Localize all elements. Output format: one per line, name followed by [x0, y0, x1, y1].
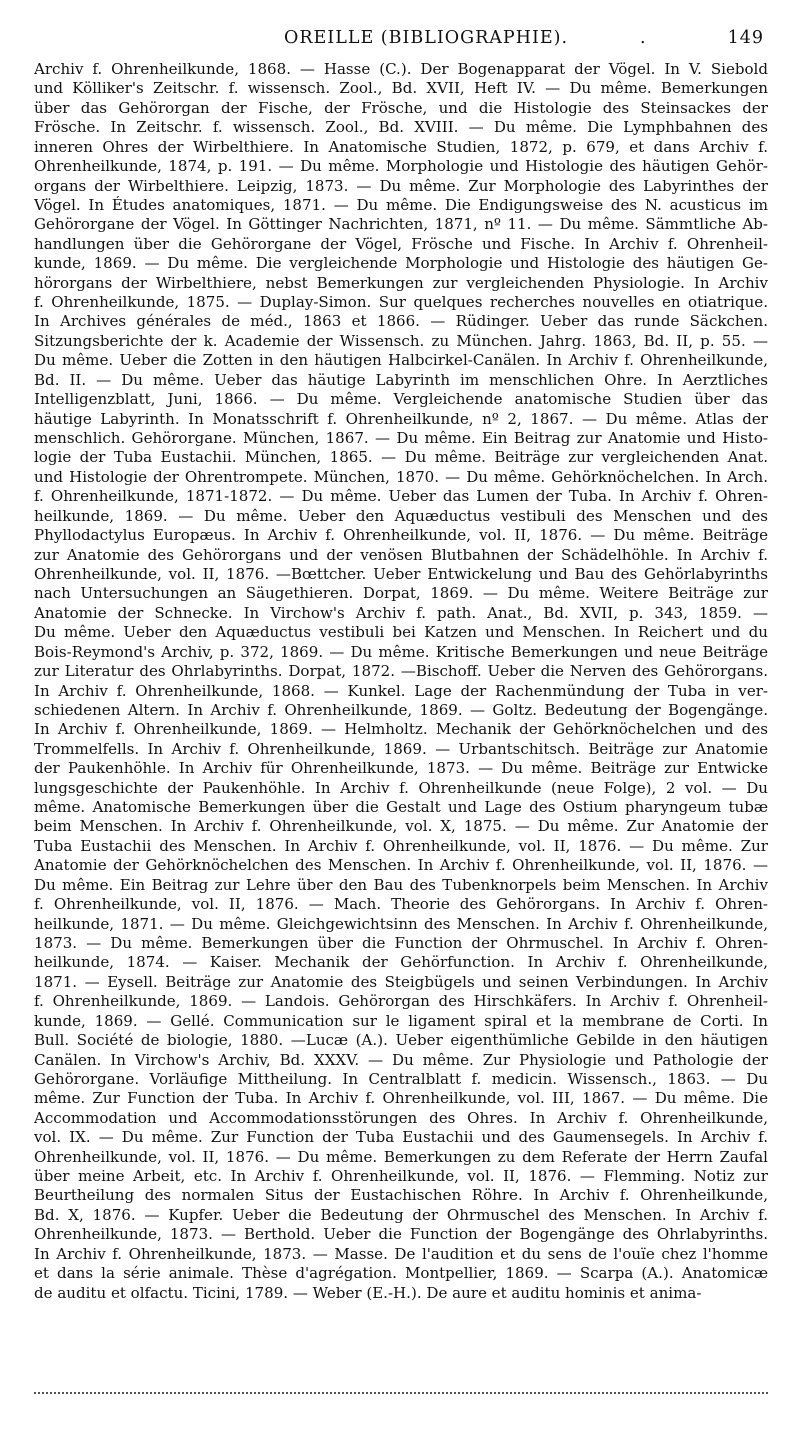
- text-line: häutige Labyrinth. In Monatsschrift f. Ohrenheilkunde, nº 2, 1867. — Du même. Atlas der: [34, 409, 768, 428]
- text-line: menschlich. Gehörorgane. München, 1867. — Du même. Ein Beitrag zur Anatomie und Histo-: [34, 429, 768, 448]
- text-line: f. Ohrenheilkunde, 1875. — Duplay-Simon. Sur quelques recherches nouvelles en otiatrique.: [34, 293, 768, 312]
- text-line: der Paukenhöhle. In Archiv für Ohrenheilkunde, 1873. — Du même. Beiträge zur Entwicke: [34, 759, 768, 778]
- text-line: Bd. II. — Du même. Ueber das häutige Labyrinth im menschlichen Ohre. In Aerztliches: [34, 370, 768, 389]
- page-title: OREILLE (BIBLIOGRAPHIE).: [284, 28, 569, 48]
- text-line: heilkunde, 1874. — Kaiser. Mechanik der Gehörfunction. In Archiv f. Ohrenheilkunde,: [34, 953, 768, 972]
- text-line: zur Anatomie des Gehörorgans und der venösen Blutbahnen der Schädelhöhle. In Archiv f.: [34, 545, 768, 564]
- text-line: même. Zur Function der Tuba. In Archiv f. Ohrenheilkunde, vol. III, 1867. — Du même. Die: [34, 1089, 768, 1108]
- page: [34, 28, 770, 54]
- text-line: f. Ohrenheilkunde, 1869. — Landois. Gehörorgan des Hirschkäfers. In Archiv f. Ohrenheil-: [34, 992, 768, 1011]
- page-number: 149: [727, 28, 764, 48]
- text-line: Frösche. In Zeitschr. f. wissensch. Zool., Bd. XVIII. — Du même. Die Lymphbahnen des: [34, 118, 768, 137]
- text-line: Bois-Reymond's Archiv, p. 372, 1869. — Du même. Kritische Bemerkungen und neue Beiträge: [34, 642, 768, 661]
- text-line: Phyllodactylus Europæus. In Archiv f. Ohrenheilkunde, vol. II, 1876. — Du même. Beiträge: [34, 526, 768, 545]
- text-line: Bull. Société de biologie, 1880. —Lucæ (A.). Ueber eigenthümliche Gebilde in den häutigen: [34, 1031, 768, 1050]
- text-line: Beurtheilung des normalen Situs der Eustachischen Röhre. In Archiv f. Ohrenheilkunde,: [34, 1186, 768, 1205]
- text-line: und Kölliker's Zeitschr. f. wissensch. Zool., Bd. XVII, Heft IV. — Du même. Bemerkungen: [34, 79, 768, 98]
- text-line: 1873. — Du même. Bemerkungen über die Function der Ohrmuschel. In Archiv f. Ohren-: [34, 933, 768, 952]
- text-line: vol. IX. — Du même. Zur Function der Tuba Eustachii und des Gaumensegels. In Archiv f.: [34, 1128, 768, 1147]
- text-line: Tuba Eustachii des Menschen. In Archiv f. Ohrenheilkunde, vol. II, 1876. — Du même. Zur: [34, 836, 768, 855]
- text-line: Anatomie der Schnecke. In Virchow's Archiv f. path. Anat., Bd. XVII, p. 343, 1859. —: [34, 603, 768, 622]
- text-line: kunde, 1869. — Du même. Die vergleichende Morphologie und Histologie des häutigen Ge-: [34, 254, 768, 273]
- text-line: Ohrenheilkunde, 1873. — Berthold. Ueber die Function der Bogengänge des Ohrlabyrinths.: [34, 1225, 768, 1244]
- text-line: f. Ohrenheilkunde, vol. II, 1876. — Mach. Theorie des Gehörorgans. In Archiv f. Ohren-: [34, 895, 768, 914]
- text-line: über das Gehörorgan der Fische, der Frösche, und die Histologie des Steinsackes der: [34, 98, 768, 117]
- text-line: Anatomie der Gehörknöchelchen des Menschen. In Archiv f. Ohrenheilkunde, vol. II, 1876. —: [34, 856, 768, 875]
- text-line: heilkunde, 1869. — Du même. Ueber den Aquæductus vestibuli des Menschen und des: [34, 506, 768, 525]
- text-line: Intelligenzblatt, Juni, 1866. — Du même. Vergleichende anatomische Studien über das: [34, 390, 768, 409]
- text-line: inneren Ohres der Wirbelthiere. In Anatomische Studien, 1872, p. 679, et dans Archiv f.: [34, 137, 768, 156]
- text-line: de auditu et olfactu. Ticini, 1789. — Weber (E.-H.). De aure et auditu hominis et anima-: [34, 1283, 702, 1302]
- text-line: Du même. Ueber die Zotten in den häutigen Halbcirkel-Canälen. In Archiv f. Ohrenheilkunde,: [34, 351, 768, 370]
- text-line: schiedenen Altern. In Archiv f. Ohrenheilkunde, 1869. — Goltz. Bedeutung der Bogengänge.: [34, 700, 768, 719]
- text-line: Ohrenheilkunde, 1874, p. 191. — Du même. Morphologie und Histologie des häutigen Gehör-: [34, 157, 768, 176]
- text-line: lungsgeschichte der Paukenhöhle. In Archiv f. Ohrenheilkunde (neue Folge), 2 vol. — Du: [34, 778, 768, 797]
- text-line: logie der Tuba Eustachii. München, 1865. — Du même. Beiträge zur vergleichenden Anat.: [34, 448, 768, 467]
- header-separator: .: [640, 28, 647, 48]
- text-line: kunde, 1869. — Gellé. Communication sur le ligament spiral et la membrane de Corti. In: [34, 1011, 768, 1030]
- text-line: et dans la série animale. Thèse d'agrégation. Montpellier, 1869. — Scarpa (A.). Anatomicæ: [34, 1264, 768, 1283]
- text-line: Archiv f. Ohrenheilkunde, 1868. — Hasse (C.). Der Bogenapparat der Vögel. In V. Siebold: [34, 60, 768, 78]
- text-line: Ohrenheilkunde, vol. II, 1876. — Du même. Bemerkungen zu dem Referate der Herrn Zaufal: [34, 1147, 768, 1166]
- running-header: [34, 28, 770, 54]
- text-line: In Archives générales de méd., 1863 et 1866. — Rüdinger. Ueber das runde Säckchen.: [34, 312, 768, 331]
- text-line: même. Anatomische Bemerkungen über die Gestalt und Lage des Ostium pharyngeum tubæ: [34, 798, 768, 817]
- text-line: Canälen. In Virchow's Archiv, Bd. XXXV. — Du même. Zur Physiologie und Pathologie der: [34, 1050, 768, 1069]
- text-line: Bd. X, 1876. — Kupfer. Ueber die Bedeutung der Ohrmuschel des Menschen. In Archiv f.: [34, 1205, 768, 1224]
- text-line: handlungen über die Gehörorgane der Vögel, Frösche und Fische. In Archiv f. Ohrenheil-: [34, 234, 768, 253]
- text-line: Du même. Ueber den Aquæductus vestibuli bei Katzen und Menschen. In Reichert und du: [34, 623, 768, 642]
- text-line: heilkunde, 1871. — Du même. Gleichgewichtsinn des Menschen. In Archiv f. Ohrenheilkunde,: [34, 914, 768, 933]
- text-line: Sitzungsberichte der k. Academie der Wissensch. zu München. Jahrg. 1863, Bd. II, p. 55. —: [34, 331, 768, 350]
- text-line: beim Menschen. In Archiv f. Ohrenheilkunde, vol. X, 1875. — Du même. Zur Anatomie der: [34, 817, 768, 836]
- footer-rule: [34, 1392, 768, 1394]
- text-line: über meine Arbeit, etc. In Archiv f. Ohrenheilkunde, vol. II, 1876. — Flemming. Notiz zur: [34, 1167, 768, 1186]
- text-line: Vögel. In Études anatomiques, 1871. — Du même. Die Endigungsweise des N. acusticus im: [34, 195, 768, 214]
- text-line: Trommelfells. In Archiv f. Ohrenheilkunde, 1869. — Urbantschitsch. Beiträge zur Anatomie: [34, 739, 768, 758]
- text-line: In Archiv f. Ohrenheilkunde, 1873. — Masse. De l'audition et du sens de l'ouïe chez l'homme: [34, 1244, 768, 1263]
- text-line: und Histologie der Ohrentrompete. München, 1870. — Du même. Gehörknöchelchen. In Arch.: [34, 467, 768, 486]
- text-line: Accommodation und Accommodationsstörungen des Ohres. In Archiv f. Ohrenheilkunde,: [34, 1108, 768, 1127]
- text-line: In Archiv f. Ohrenheilkunde, 1869. — Helmholtz. Mechanik der Gehörknöchelchen und des: [34, 720, 768, 739]
- text-line: organs der Wirbelthiere. Leipzig, 1873. — Du même. Zur Morphologie des Labyrinthes der: [34, 176, 768, 195]
- text-line: Gehörorgane. Vorläufige Mittheilung. In Centralblatt f. medicin. Wissensch., 1863. — Du: [34, 1069, 768, 1088]
- text-line: Ohrenheilkunde, vol. II, 1876. —Bœttcher. Ueber Entwickelung und Bau des Gehörlabyrinths: [34, 564, 768, 583]
- text-line: 1871. — Eysell. Beiträge zur Anatomie des Steigbügels und seinen Verbindungen. In Archiv: [34, 972, 768, 991]
- bibliography-text: [34, 60, 768, 1303]
- text-line: Gehörorgane der Vögel. In Göttinger Nachrichten, 1871, nº 11. — Du même. Sämmtliche Ab-: [34, 215, 768, 234]
- text-line: Du même. Ein Beitrag zur Lehre über den Bau des Tubenknorpels beim Menschen. In Archiv: [34, 875, 768, 894]
- text-line: hörorgans der Wirbelthiere, nebst Bemerkungen zur vergleichenden Physiologie. In Archiv: [34, 273, 768, 292]
- text-line: f. Ohrenheilkunde, 1871-1872. — Du même. Ueber das Lumen der Tuba. In Archiv f. Ohren-: [34, 487, 768, 506]
- text-line: nach Untersuchungen an Säugethieren. Dorpat, 1869. — Du même. Weitere Beiträge zur: [34, 584, 768, 603]
- text-line: In Archiv f. Ohrenheilkunde, 1868. — Kunkel. Lage der Rachenmündung der Tuba in ver-: [34, 681, 768, 700]
- text-line: zur Literatur des Ohrlabyrinths. Dorpat, 1872. —Bischoff. Ueber die Nerven des Gehörorgans.: [34, 662, 768, 681]
